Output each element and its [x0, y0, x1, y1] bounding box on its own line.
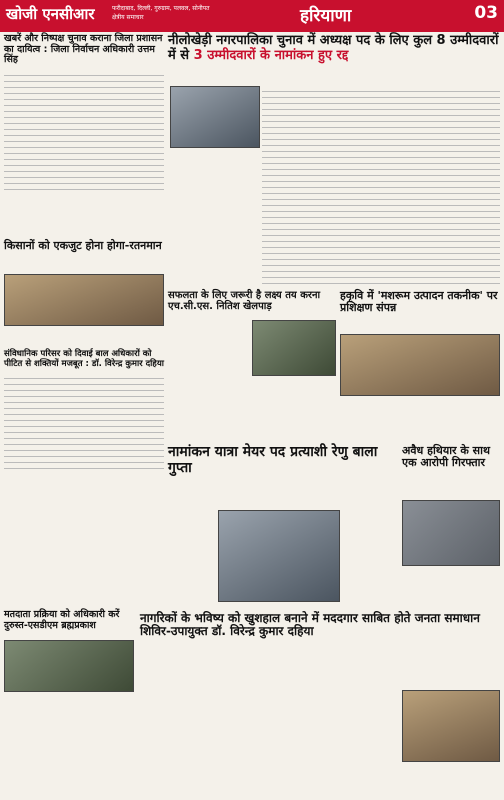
headline-success: सफलता के लिए जरूरी है लक्ष्य तय करना एच.सी.एस. नितिश खेलपाड़ [168, 290, 321, 313]
divider-top [0, 30, 504, 32]
article-mushroom [340, 290, 500, 440]
article-nilokheri [168, 34, 500, 82]
photo-success [252, 320, 336, 376]
paper-name: खोजी एनसीआर [6, 5, 95, 23]
meta-line-2: क्षेत्रीय समाचार [112, 14, 144, 21]
photo-mushroom [340, 334, 500, 396]
section-title: हरियाणा [300, 6, 352, 26]
headline-mushroom: हकृवि में 'मशरूम उत्पादन तकनीक' पर प्रशिक्षण संपन्न [340, 289, 498, 315]
photo-farmers [4, 274, 164, 326]
headline-weapon: अवैध हथियार के साथ एक आरोपी गिरफ्तार [402, 444, 490, 470]
headline-nilokheri [168, 34, 500, 63]
masthead-meta [112, 4, 282, 22]
headline-nilokheri-main: नीलोखेड़ी नगरपालिका चुनाव में अध्यक्ष पद के लिए कुल 8 उम्मीदवारों में से [168, 33, 499, 63]
headline-child-rights: संविधानिक परिसर को दिवाई बाल अधिकारों को पीटित से शक्तियों मजबूत : डॉ. विरेन्द्र कुमार दहिया [4, 349, 164, 369]
photo-nomination [218, 510, 340, 602]
headline-nilokheri-highlight: 3 उम्मीदवारों के नामांकन हुए रद्द [193, 47, 349, 63]
body-text-nilokheri [262, 86, 500, 286]
headline-farmers: किसानों को एकजुट होना होगा-रतनमान [4, 239, 162, 252]
headline-voter-process: मतदाता प्रक्रिया को अधिकारी करें दुरुस्त-एसडीएम ब्रह्मप्रकाश [4, 609, 120, 631]
article-farmers [4, 240, 164, 340]
article-success [168, 290, 336, 410]
page-number: 03 [474, 3, 498, 23]
photo-samadhan-shivir [402, 690, 500, 762]
body-text [4, 70, 164, 190]
article-election-duty [4, 34, 164, 234]
headline-election-duty: खबरें और निष्पक्ष चुनाव कराना जिला प्रशासन का दायित्व : जिला निर्वाचन अधिकारी उत्तम सिंह [4, 33, 163, 66]
article-weapon [402, 445, 500, 505]
headline-nomination: नामांकन यात्रा मेयर पद प्रत्याशी रेणु बाला गुप्ता [168, 444, 378, 476]
meta-line-1: फरीदाबाद, दिल्ली, गुरुग्राम, पलवल, सोनीपत [112, 5, 210, 12]
article-voter-process [4, 610, 134, 690]
article-child-rights [4, 350, 164, 500]
article-samadhan-shivir [140, 612, 500, 656]
masthead [0, 0, 504, 30]
body-text-child-rights [4, 373, 164, 473]
photo-weapon [402, 500, 500, 566]
photo-voter-process [4, 640, 134, 692]
article-nomination [168, 445, 398, 505]
headline-samadhan-shivir: नागरिकों के भविष्य को खुशहाल बनाने में मददगार साबित होते जनता समाधान शिविर-उपायुक्त डॉ. विरेन्द्र कुमार दहिया [140, 611, 480, 639]
photo-nilokheri [170, 86, 260, 148]
